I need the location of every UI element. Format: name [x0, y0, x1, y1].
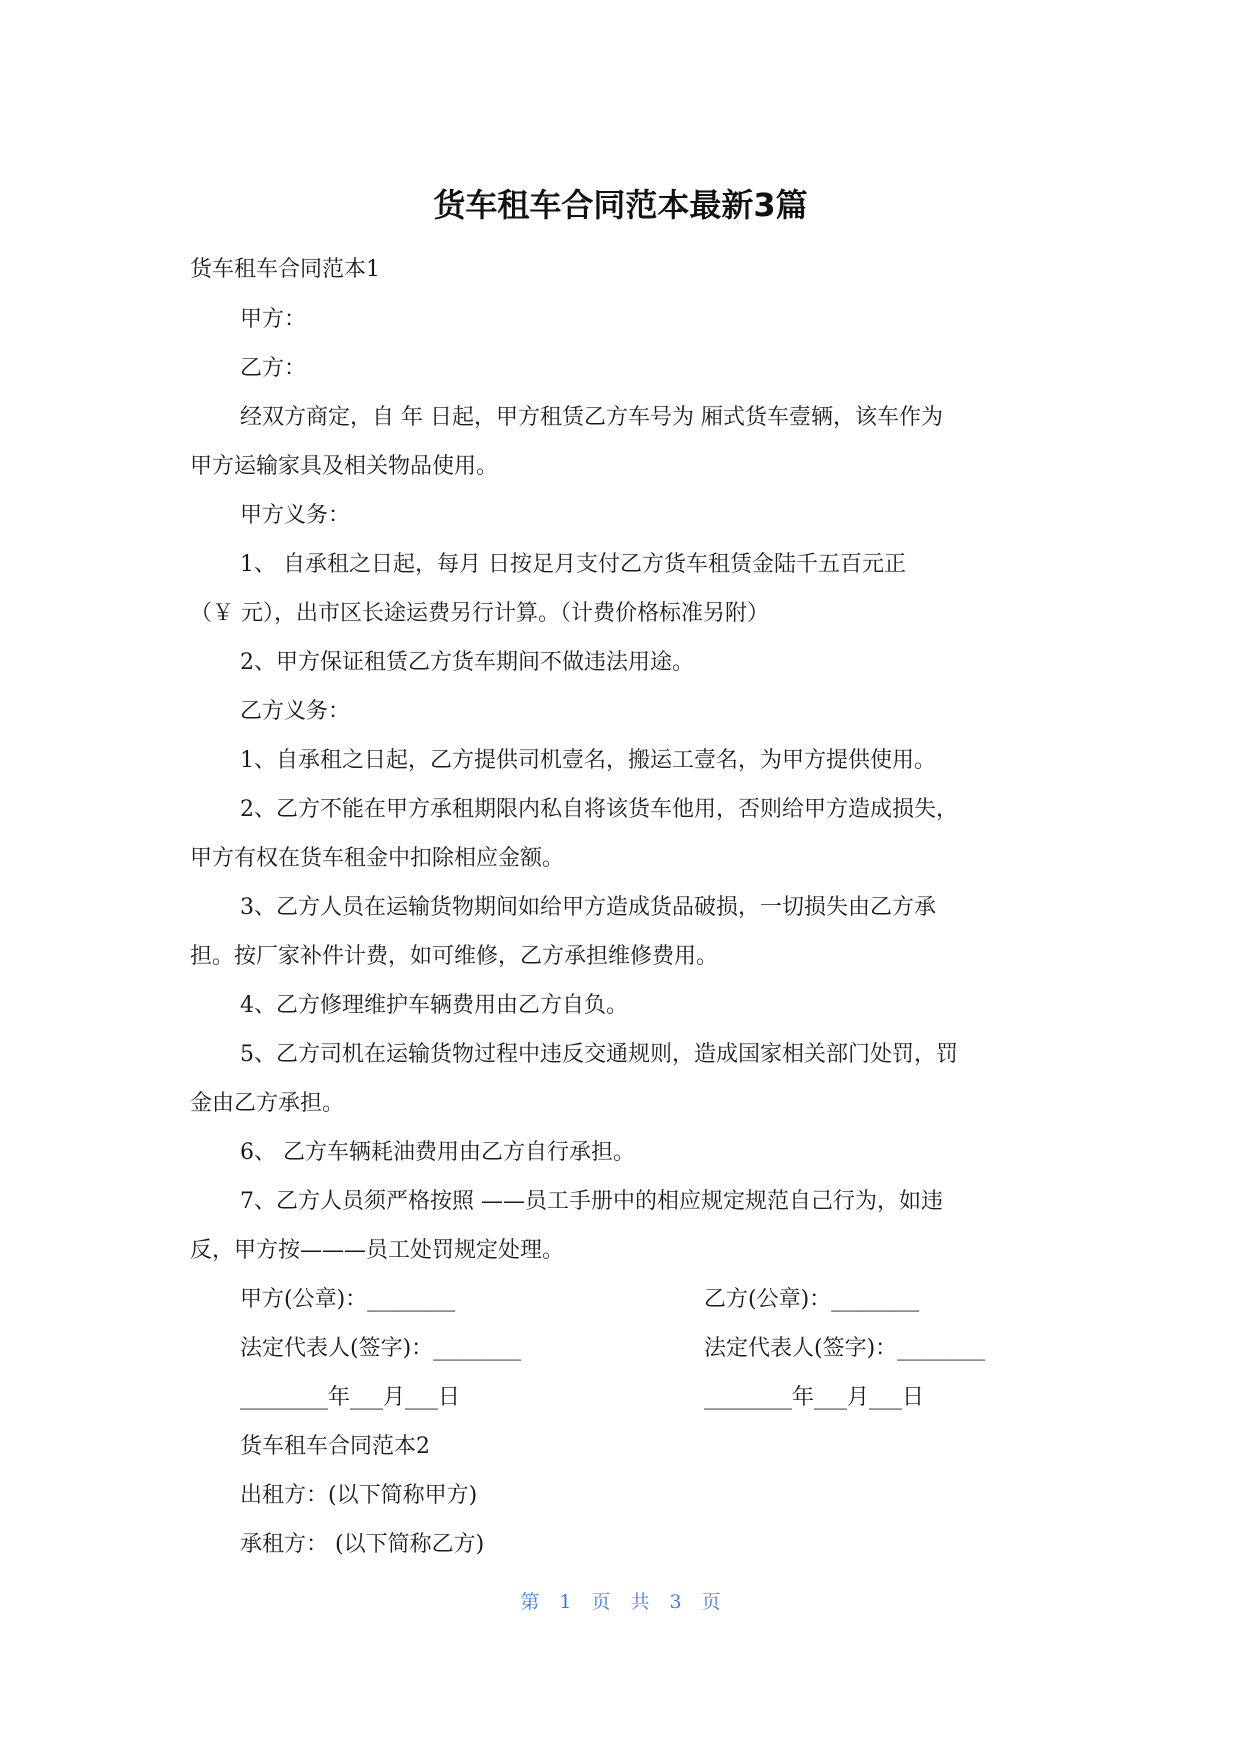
- paragraph-line: 金由乙方承担。: [190, 1091, 345, 1116]
- contract-heading-1: 货车租车合同范本1: [190, 257, 380, 282]
- paragraph-line: 3、乙方人员在运输货物期间如给甲方造成货品破损，一切损失由乙方承: [240, 895, 936, 920]
- paragraph-line: 7、乙方人员须严格按照 ——员工手册中的相应规定规范自己行为，如违: [240, 1189, 943, 1214]
- paragraph-line: 5、乙方司机在运输货物过程中违反交通规则，造成国家相关部门处罚，罚: [240, 1042, 958, 1067]
- section-heading: 乙方义务：: [240, 699, 351, 724]
- section-heading: 甲方义务：: [240, 503, 351, 528]
- party-a-date-line: ________年___月___日: [240, 1385, 461, 1410]
- paragraph-line: 2、甲方保证租赁乙方货车期间不做违法用途。: [240, 650, 694, 675]
- party-b-seal-line: 乙方(公章)：________: [704, 1287, 920, 1312]
- party-b-line: 乙方：: [240, 356, 307, 381]
- paragraph-line: 2、乙方不能在甲方承租期限内私自将该货车他用，否则给甲方造成损失，: [240, 797, 958, 822]
- paragraph-line: （￥ 元），出市区长途运费另行计算。（计费价格标准另附）: [190, 601, 769, 626]
- party-b-date-line: ________年___月___日: [704, 1385, 925, 1410]
- lessor-line: 出租方：(以下简称甲方): [240, 1483, 478, 1508]
- paragraph-line: 甲方运输家具及相关物品使用。: [190, 454, 499, 479]
- document-title: 货车租车合同范本最新3篇: [433, 186, 808, 224]
- paragraph-line: 4、乙方修理维护车辆费用由乙方自负。: [240, 993, 628, 1018]
- paragraph-line: 1、自承租之日起，乙方提供司机壹名，搬运工壹名，为甲方提供使用。: [240, 748, 936, 773]
- party-b-representative-line: 法定代表人(签字)：________: [704, 1336, 986, 1361]
- lessee-line: 承租方： (以下简称乙方): [240, 1532, 485, 1557]
- party-a-line: 甲方：: [240, 307, 307, 332]
- party-a-seal-line: 甲方(公章)：________: [240, 1287, 456, 1312]
- paragraph-line: 经双方商定，自 年 日起，甲方租赁乙方车号为 厢式货车壹辆，该车作为: [240, 405, 943, 430]
- paragraph-line: 1、 自承租之日起，每月 日按足月支付乙方货车租赁金陆千五百元正: [240, 552, 906, 577]
- paragraph-line: 甲方有权在货车租金中扣除相应金额。: [190, 846, 565, 871]
- party-a-representative-line: 法定代表人(签字)：________: [240, 1336, 522, 1361]
- paragraph-line: 6、 乙方车辆耗油费用由乙方自行承担。: [240, 1140, 635, 1165]
- paragraph-line: 担。按厂家补件计费，如可维修，乙方承担维修费用。: [190, 944, 719, 969]
- contract-heading-2: 货车租车合同范本2: [240, 1434, 430, 1459]
- page-number-footer: 第 1 页 共 3 页: [520, 1591, 721, 1613]
- paragraph-line: 反，甲方按———员工处罚规定处理。: [190, 1238, 565, 1263]
